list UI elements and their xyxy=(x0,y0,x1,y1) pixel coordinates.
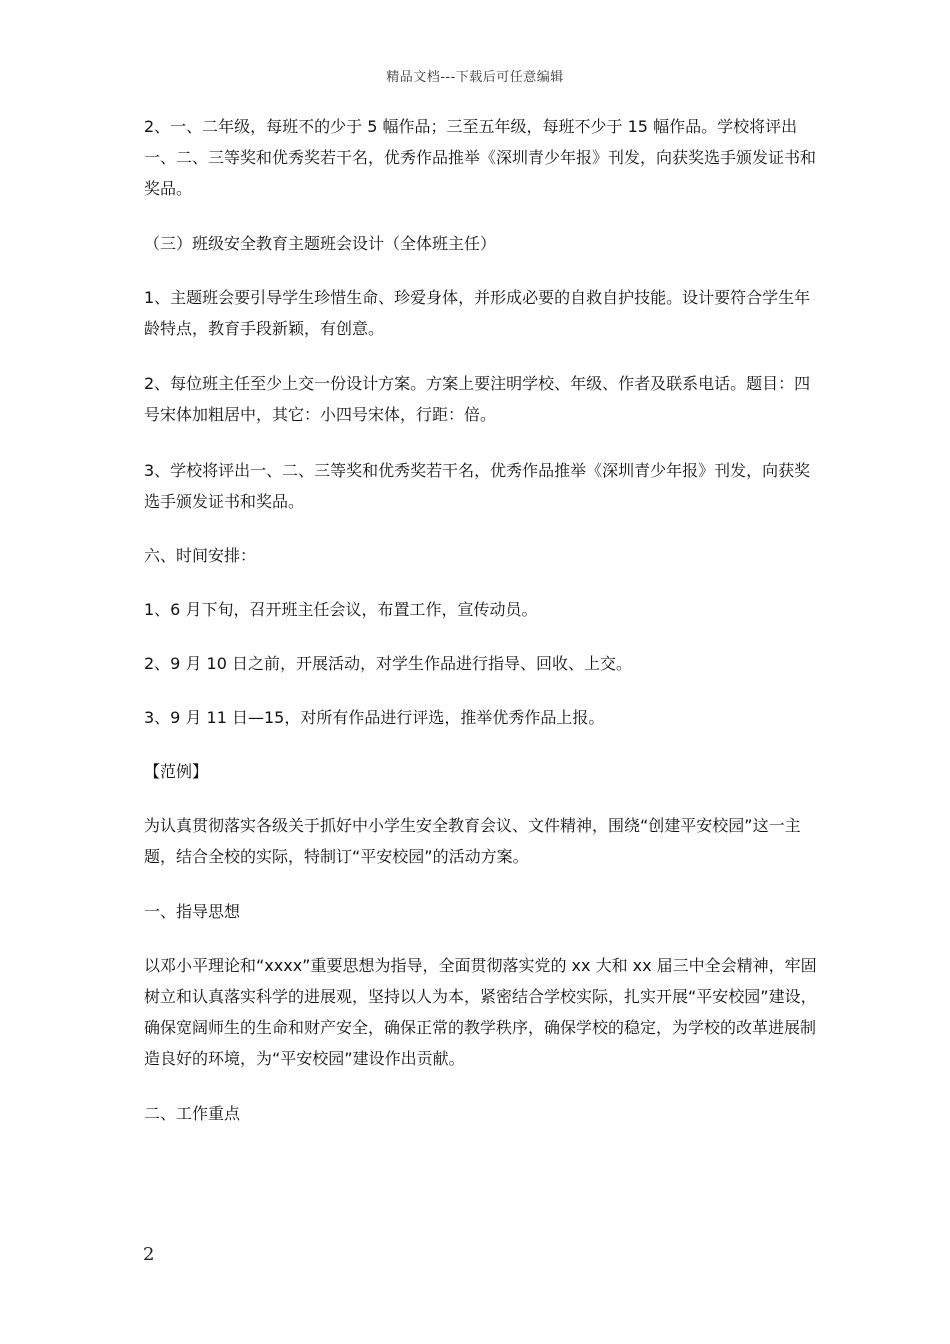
section-heading-guiding-thought: 一、指导思想 xyxy=(144,902,241,921)
schedule-item-1: 1、6 月下旬，召开班主任会议，布置工作，宣传动员。 xyxy=(144,600,538,619)
paragraph-guiding-thought: 以邓小平理论和“xxxx”重要思想为指导，全面贯彻落实党的 xx 大和 xx 届三中全会精神，牢固树立和认真落实科学的进展观，坚持以人为本，紧密结合学校实际，扎实开展“平安校园”建设，确保宽阔师生的生命和财产安全，确保正常的教学秩序，确保学校的稳定，为学校的改革进展制造良好的环境，为“平安校园”建设作出贡献。 xyxy=(144,956,817,1068)
paragraph-example-intro: 为认真贯彻落实各级关于抓好中小学生安全教育会议、文件精神，围绕“创建平安校园”这一主题，结合全校的实际，特制订“平安校园”的活动方案。 xyxy=(144,816,801,866)
page-header: 精品文档---下载后可任意编辑 xyxy=(386,70,564,85)
example-heading: 【范例】 xyxy=(144,762,209,781)
section-heading-work-focus: 二、工作重点 xyxy=(144,1104,241,1123)
section-heading-class-meeting: （三）班级安全教育主题班会设计（全体班主任） xyxy=(144,234,497,253)
paragraph-meeting-awards: 3、学校将评出一、二、三等奖和优秀奖若干名，优秀作品推举《深圳青少年报》刊发，向获奖选手颁发证书和奖品。 xyxy=(144,461,811,511)
paragraph-award-rules: 2、一、二年级，每班不的少于 5 幅作品；三至五年级，每班不少于 15 幅作品。学校将评出一、二、三等奖和优秀奖若干名，优秀作品推举《深圳青少年报》刊发，向获奖选手颁发证书和奖品。 xyxy=(144,117,817,198)
page-number: 2 xyxy=(143,1244,155,1265)
schedule-item-2: 2、9 月 10 日之前，开展活动，对学生作品进行指导、回收、上交。 xyxy=(144,654,632,673)
section-heading-schedule: 六、时间安排： xyxy=(144,546,257,565)
schedule-item-3: 3、9 月 11 日—15，对所有作品进行评选，推举优秀作品上报。 xyxy=(144,708,605,727)
paragraph-design-submission: 2、每位班主任至少上交一份设计方案。方案上要注明学校、年级、作者及联系电话。题目：四号宋体加粗居中，其它：小四号宋体，行距：倍。 xyxy=(144,374,811,424)
paragraph-meeting-guidance: 1、主题班会要引导学生珍惜生命、珍爱身体，并形成必要的自救自护技能。设计要符合学生年龄特点，教育手段新颖，有创意。 xyxy=(144,288,811,338)
